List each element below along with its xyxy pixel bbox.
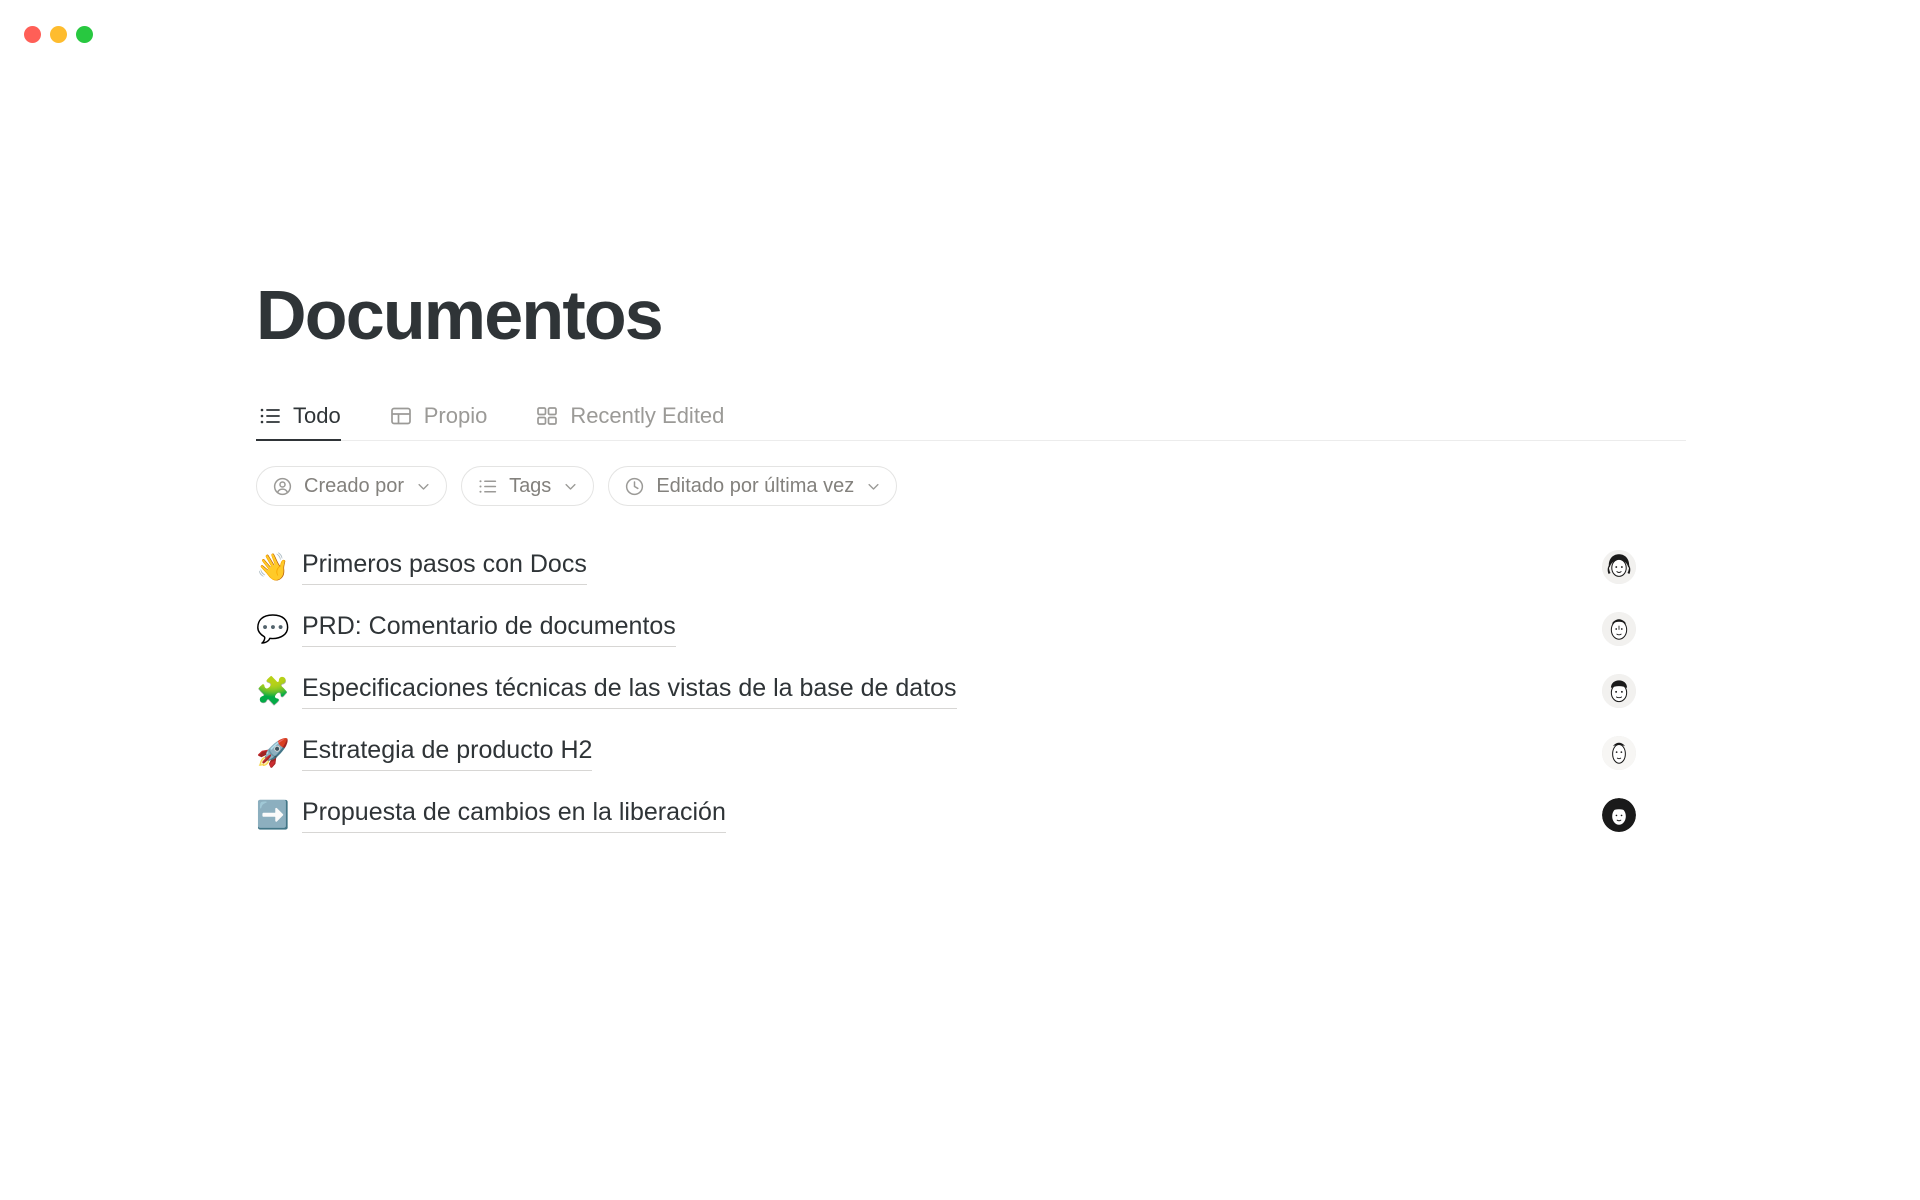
avatar[interactable] — [1602, 612, 1636, 646]
person-circle-icon — [270, 474, 294, 498]
filter-label: Creado por — [304, 474, 405, 497]
filter-created-by[interactable] — [256, 466, 447, 506]
tab-label: Recently Edited — [570, 403, 725, 428]
rocket-emoji-icon: 🚀 — [256, 737, 290, 769]
filter-bar — [256, 466, 1696, 506]
window-controls — [24, 26, 93, 43]
page-content — [256, 276, 1696, 846]
avatar[interactable] — [1602, 736, 1636, 770]
document-title: Estrategia de producto H2 — [302, 735, 592, 770]
tab-label: Todo — [293, 403, 341, 428]
puzzle-piece-emoji-icon: 🧩 — [256, 675, 290, 707]
avatar[interactable] — [1602, 798, 1636, 832]
gallery-icon — [535, 404, 559, 428]
document-link[interactable] — [256, 673, 1602, 708]
table-row[interactable] — [256, 660, 1656, 722]
page-title: Documentos — [256, 276, 662, 354]
document-link[interactable] — [256, 735, 1602, 770]
avatar[interactable] — [1602, 674, 1636, 708]
document-list — [256, 536, 1656, 846]
minimize-button[interactable] — [50, 26, 67, 43]
speech-balloon-emoji-icon: 💬 — [256, 613, 290, 645]
chevron-down-icon — [563, 479, 578, 494]
maximize-button[interactable] — [76, 26, 93, 43]
document-title: PRD: Comentario de documentos — [302, 611, 676, 646]
document-title: Especificaciones técnicas de las vistas de la base de datos — [302, 673, 957, 708]
clock-icon — [622, 474, 646, 498]
list-icon — [258, 404, 282, 428]
filter-label: Tags — [509, 474, 552, 497]
filter-last-edited[interactable] — [608, 466, 897, 506]
chevron-down-icon — [866, 479, 881, 494]
wave-emoji-icon: 👋 — [256, 551, 290, 583]
tab-recently-edited[interactable] — [533, 403, 742, 440]
filter-tags[interactable] — [461, 466, 594, 506]
list-icon — [475, 474, 499, 498]
chevron-down-icon — [416, 479, 431, 494]
tab-todo[interactable] — [256, 403, 359, 440]
avatar[interactable] — [1602, 550, 1636, 584]
table-row[interactable] — [256, 536, 1656, 598]
document-title: Propuesta de cambios en la liberación — [302, 797, 726, 832]
view-tabs — [256, 394, 1686, 441]
table-row[interactable] — [256, 598, 1656, 660]
tab-label: Propio — [423, 403, 488, 428]
tab-propio[interactable] — [387, 403, 506, 440]
right-arrow-emoji-icon: ➡️ — [256, 799, 290, 831]
table-icon — [389, 404, 413, 428]
table-row[interactable] — [256, 784, 1656, 846]
close-button[interactable] — [24, 26, 41, 43]
table-row[interactable] — [256, 722, 1656, 784]
document-title: Primeros pasos con Docs — [302, 549, 587, 584]
filter-label: Editado por última vez — [656, 474, 855, 497]
document-link[interactable] — [256, 797, 1602, 832]
document-link[interactable] — [256, 611, 1602, 646]
document-link[interactable] — [256, 549, 1602, 584]
